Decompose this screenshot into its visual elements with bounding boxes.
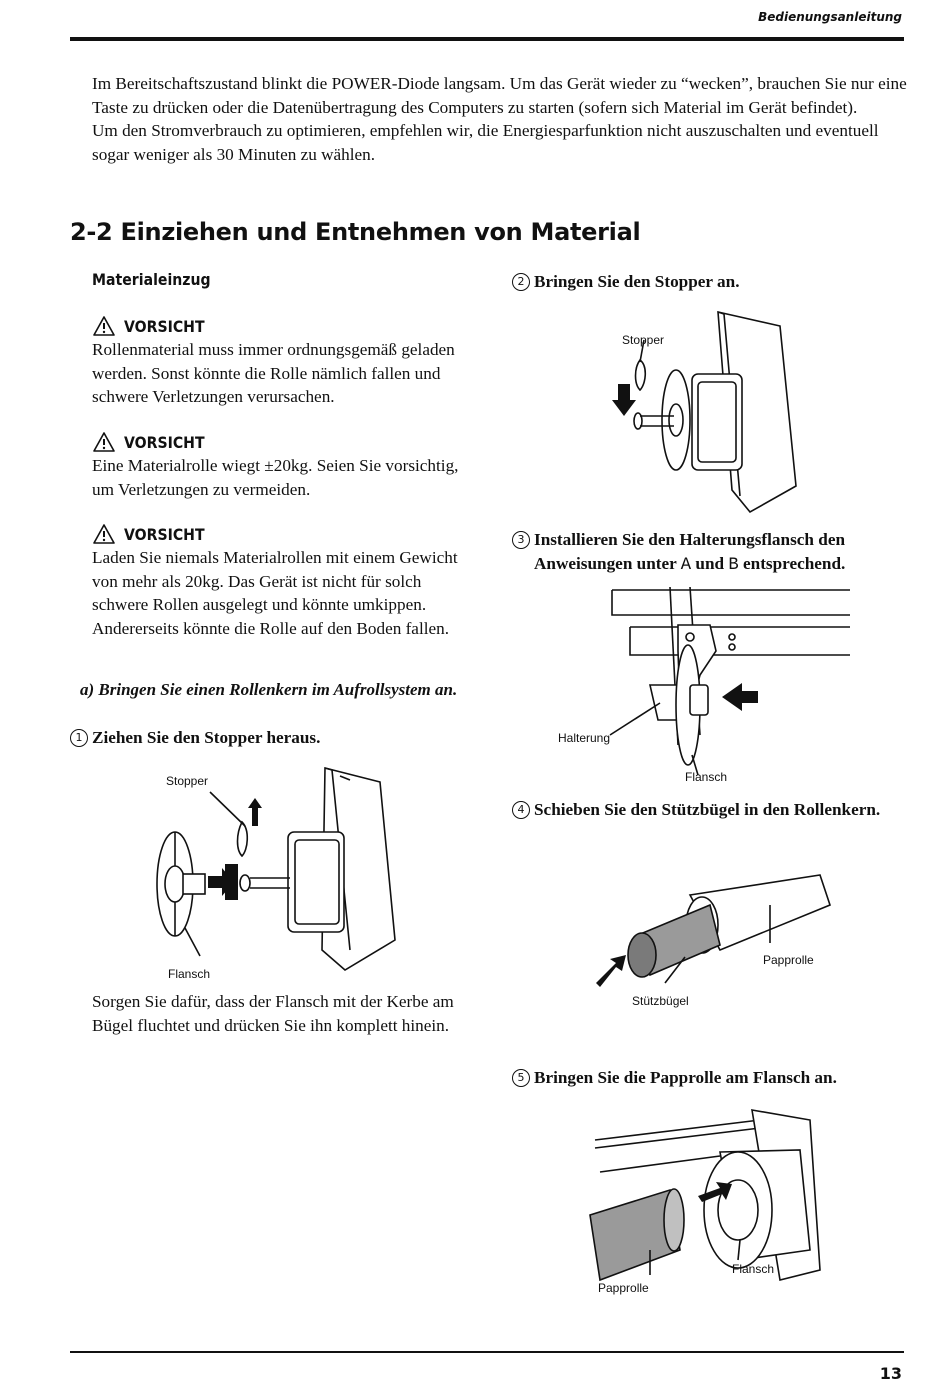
intro-text — [92, 72, 912, 166]
ref-b: B — [728, 556, 739, 575]
step-text: Bringen Sie die Papprolle am Flansch an. — [534, 1068, 837, 1087]
step-1-note: Sorgen Sie dafür, dass der Flansch mit der Kerbe am Bügel fluchtet und drücken Sie ihn komplett hinein. — [92, 992, 454, 1035]
step-text: Bringen Sie den Stopper an. — [534, 272, 740, 291]
step-text: Installieren Sie den Halterungsflansch den Anweisungen unter — [534, 530, 846, 573]
step-number: 2 — [512, 273, 530, 291]
figure-label: Flansch — [732, 1262, 775, 1276]
step-number: 5 — [512, 1069, 530, 1087]
step-2 — [512, 270, 912, 294]
figure-label: Flansch — [168, 967, 211, 981]
figure-stopper-attach — [600, 300, 810, 520]
step-3 — [512, 528, 912, 578]
step-number: 3 — [512, 531, 530, 549]
caution-box-1 — [92, 314, 472, 409]
header-rule — [70, 37, 904, 41]
caution-box-2 — [92, 430, 472, 501]
figure-label: Halterung — [558, 731, 611, 745]
step-number: 4 — [512, 801, 530, 819]
running-header: Bedienungsanleitung — [758, 10, 902, 24]
intro-paragraph-1: Im Bereitschaftszustand blinkt die POWER-Diode langsam. Um das Gerät wieder zu “wecken”, brauchen Sie nur eine Taste zu drücken oder die Datenübertragung des Computers zu starten (sofern sich Material im Gerät befindet). — [92, 74, 907, 117]
figure-support-bar — [580, 865, 880, 1015]
figure-label: Stopper — [166, 774, 209, 788]
step-1 — [70, 726, 470, 750]
figure-label: Papprolle — [598, 1281, 649, 1295]
step-4 — [512, 798, 912, 822]
caution-text-3: Laden Sie niemals Materialrollen mit einem Gewicht von mehr als 20kg. Das Gerät ist nicht für solch schwere Rollen ausgelegt und könnte umkippen. Andererseits könnte die Rolle auf den Boden fallen. — [92, 548, 458, 638]
figure-label: Stützbügel — [632, 994, 689, 1008]
caution-label-3: VORSICHT — [124, 524, 205, 544]
warning-icon — [92, 315, 116, 337]
page-number: 13 — [879, 1364, 902, 1383]
section-title: 2-2 Einziehen und Entnehmen von Material — [70, 218, 641, 246]
step-text: Ziehen Sie den Stopper heraus. — [92, 728, 321, 747]
figure-label: Stopper — [622, 333, 665, 347]
caution-text-1: Rollenmaterial muss immer ordnungsgemäß geladen werden. Sonst könnte die Rolle nämlich fallen und schwere Verletzungen verursachen. — [92, 340, 455, 406]
caution-box-3 — [92, 522, 472, 640]
intro-paragraph-2: Um den Stromverbrauch zu optimieren, empfehlen wir, die Energiesparfunktion nicht auszuschalten und eventuell sogar weniger als 30 Minuten zu wählen. — [92, 121, 879, 164]
figure-stopper-removal — [150, 760, 480, 985]
step-a-heading: a) Bringen Sie einen Rollenkern im Aufrollsystem an. — [80, 680, 458, 699]
caution-text-2: Eine Materialrolle wiegt ±20kg. Seien Sie vorsichtig, um Verletzungen zu vermeiden. — [92, 456, 459, 499]
caution-label-2: VORSICHT — [124, 432, 205, 452]
step-text: Schieben Sie den Stützbügel in den Rollenkern. — [534, 800, 881, 819]
step-text-end: entsprechend. — [743, 554, 846, 573]
figure-label: Flansch — [685, 770, 728, 784]
figure-paper-roll — [580, 1100, 840, 1300]
warning-icon — [92, 431, 116, 453]
ref-a: A — [680, 556, 692, 575]
footer-rule — [70, 1351, 904, 1353]
figure-holder-flange — [550, 585, 890, 790]
step-number: 1 — [70, 729, 88, 747]
caution-label-1: VORSICHT — [124, 316, 205, 336]
warning-icon — [92, 523, 116, 545]
step-text-and: und — [695, 554, 725, 573]
subsection-title: Materialeinzug — [92, 270, 211, 289]
figure-label: Papprolle — [763, 953, 814, 967]
step-5 — [512, 1066, 912, 1090]
